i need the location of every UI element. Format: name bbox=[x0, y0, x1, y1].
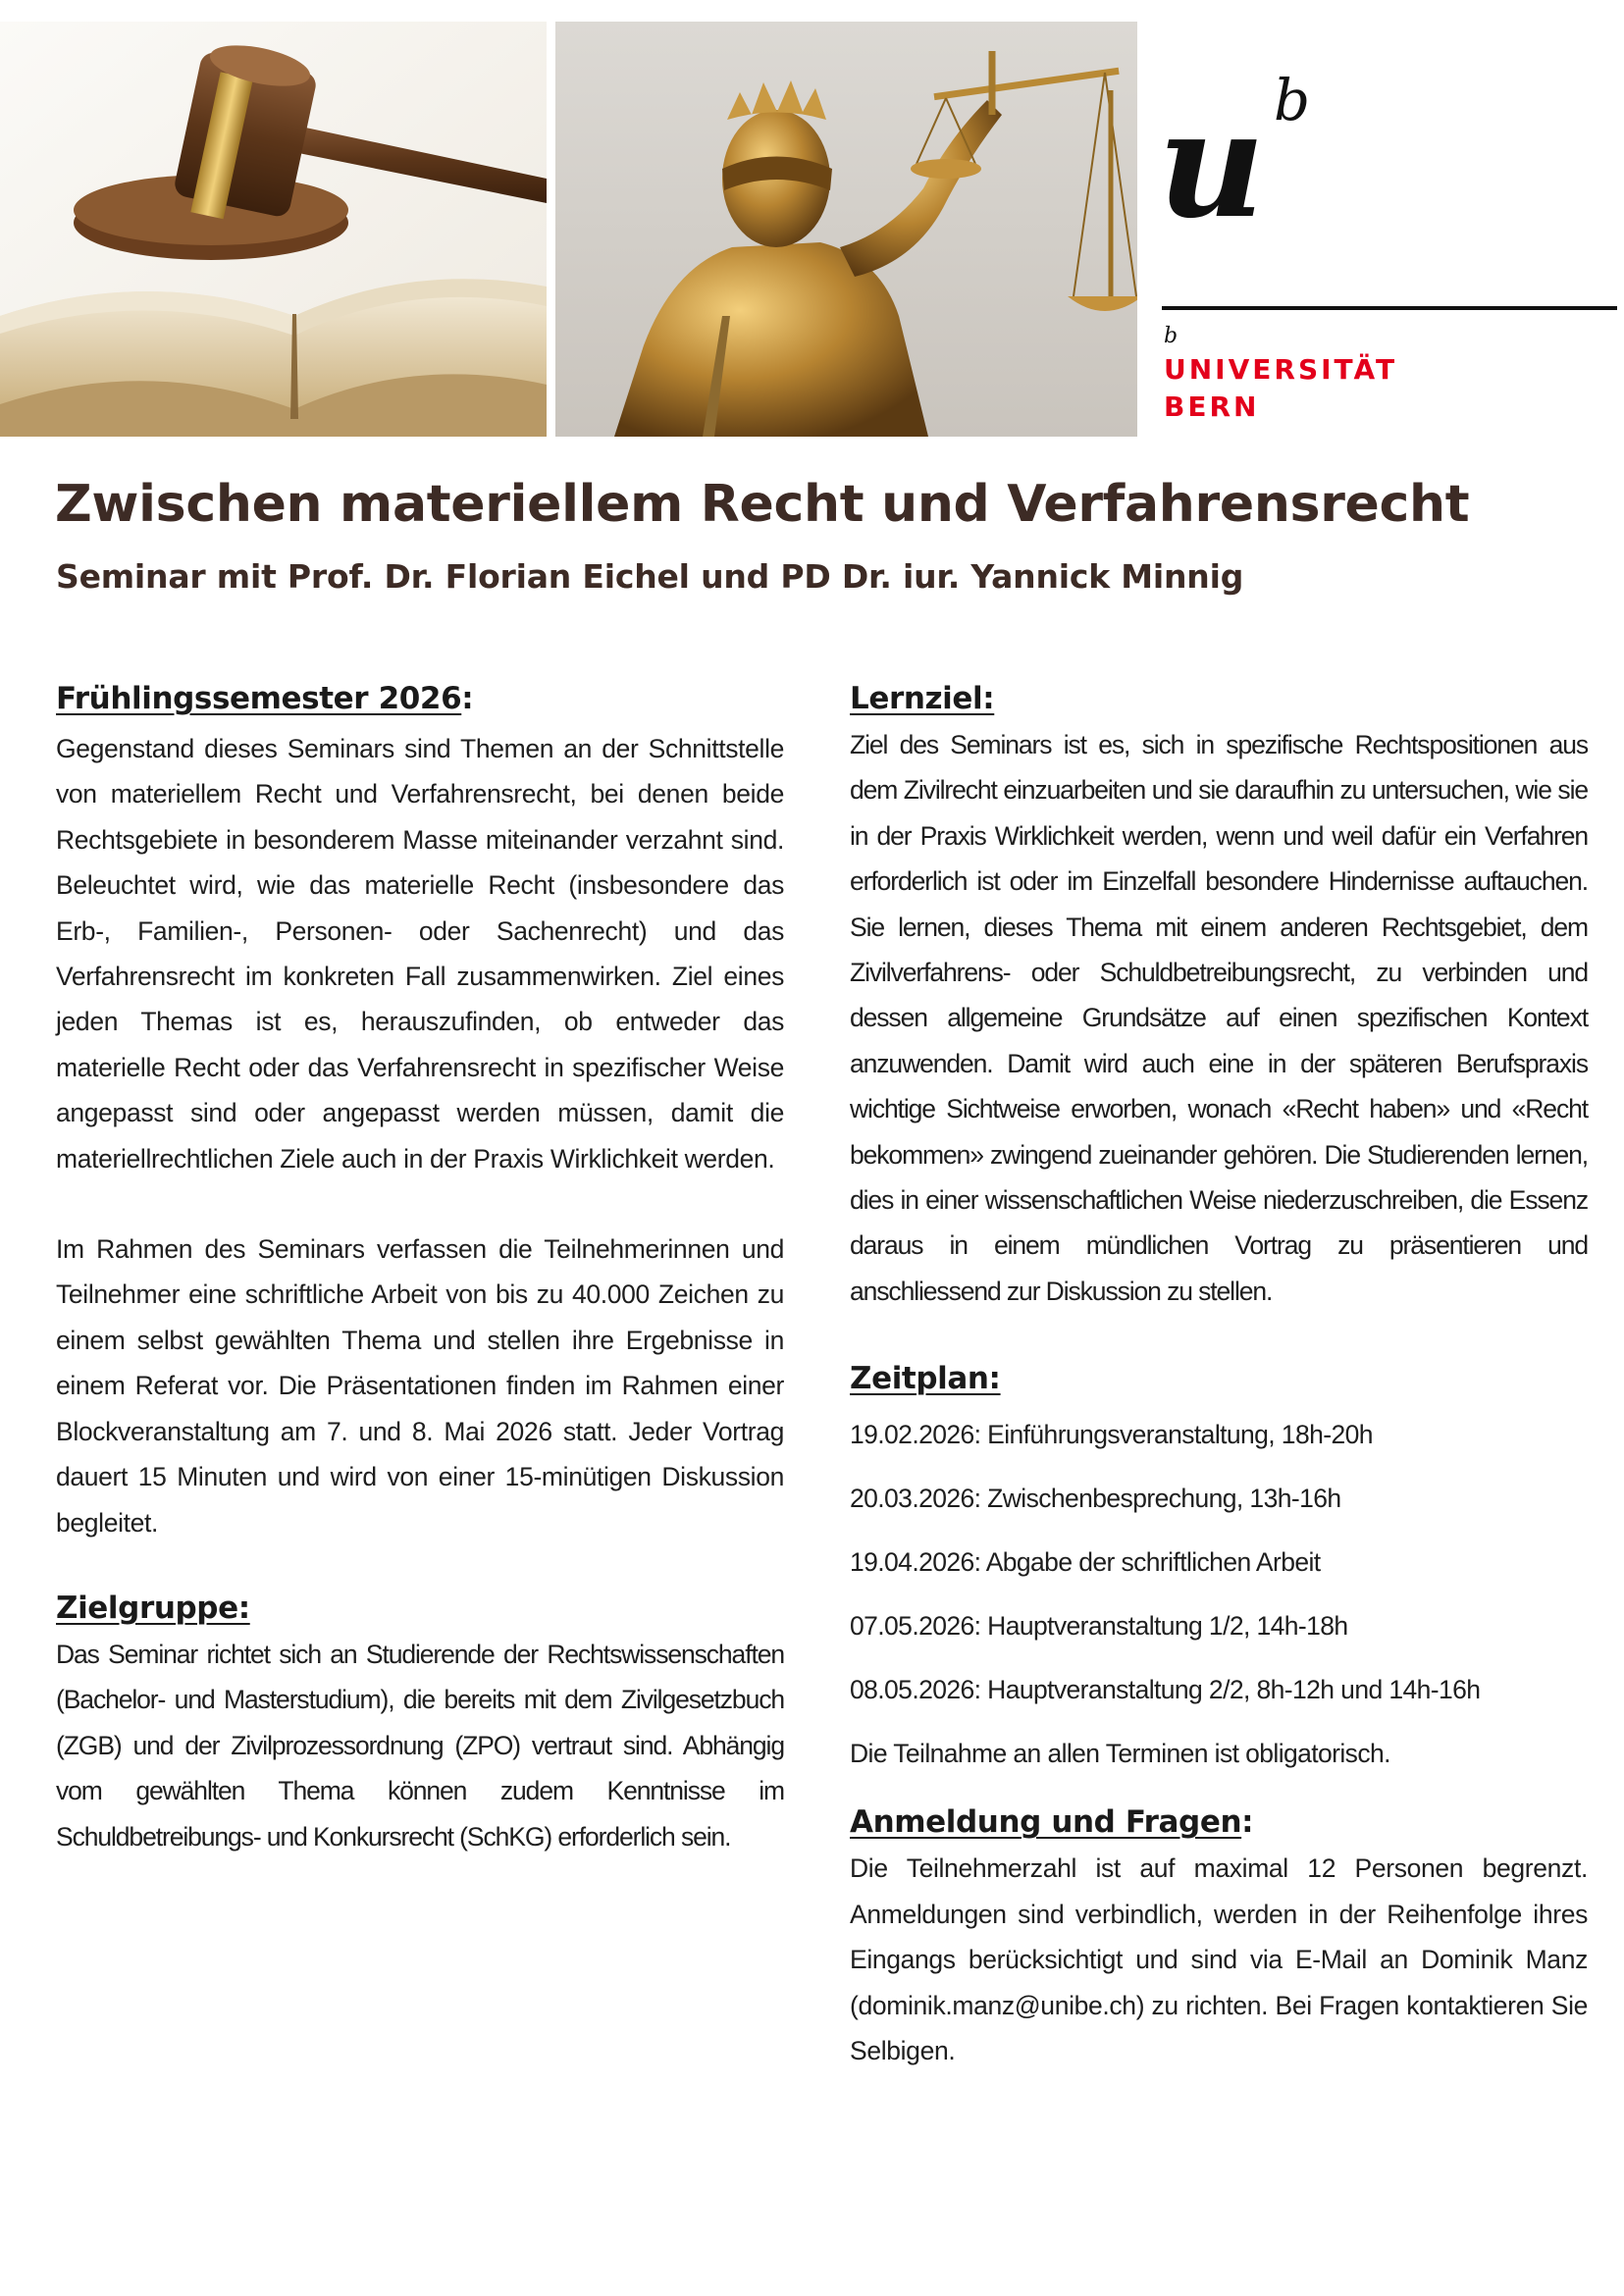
schedule-item: 20.03.2026: Zwischenbesprechung, 13h-16h bbox=[850, 1484, 1341, 1514]
schedule-heading bbox=[850, 1357, 1588, 1400]
audience-heading-text: Zielgruppe: bbox=[56, 1590, 250, 1626]
page-title: Zwischen materiellem Recht und Verfahrensrecht bbox=[55, 475, 1470, 534]
registration-paragraph: Die Teilnehmerzahl ist auf maximal 12 Personen begrenzt. Anmeldungen sind verbindlich, werden in der Reihenfolge ihres Eingangs berücksichtigt und sind via E-Mail an Dominik Manz (dominik.manz@unibe.ch) zu richten. Bei Fragen kontaktieren Sie Selbigen. bbox=[850, 1853, 1588, 2065]
goal-paragraph: Ziel des Seminars ist es, sich in spezifische Rechtspositionen aus dem Zivilrecht einzuarbeiten und sie daraufhin zu untersuchen, wie sie in der Praxis Wirklichkeit werden, wenn und weil dafür ein Verfahren erforderlich ist oder im Einzelfall besondere Hindernisse auftauchen. Sie lernen, dieses Thema mit einem anderen Rechtsgebiet, dem Zivilverfahrens- oder Schuldbetreibungsrecht, zu verbinden und dessen allgemeine Grundsätze auf einen spezifischen Kontext anzuwenden. Damit wird auch eine in der späteren Berufspraxis wichtige Sichtweise erworben, wonach «Recht haben» und «Recht bekommen» zwingend zueinander gehören. Die Studierenden lernen, dies in einer wissenschaftlichen Weise niederzuschreiben, die Essenz daraus in einem mündlichen Vortrag zu präsentieren und anschliessend zur Diskussion zu stellen. bbox=[850, 730, 1588, 1306]
university-logo-mark bbox=[1158, 69, 1335, 226]
schedule-list bbox=[850, 1418, 1588, 1770]
intro-paragraph: Gegenstand dieses Seminars sind Themen an der Schnittstelle von materiellem Recht und Verfahrensrecht, bei denen beide Rechtsgebiete in besonderem Masse miteinander verzahnt sind. Beleuchtet wird, wie das materielle Recht (insbesondere das Erb-, Familien-, Personen- oder Sachenrecht) und das Verfahrensrecht im konkreten Fall zusammenwirken. Ziel eines jeden Themas ist es, herauszufinden, ob entweder das materielle Recht oder das Verfahrensrecht in spezifischer Weise angepasst sind oder angepasst werden müssen, damit die materiellrechtlichen Ziele auch in der Praxis Wirklichkeit werden. bbox=[56, 734, 784, 1174]
university-name-line1: UNIVERSITÄT bbox=[1164, 353, 1398, 386]
registration-heading bbox=[850, 1800, 1588, 1844]
registration-heading-suffix: : bbox=[1241, 1804, 1254, 1841]
goal-heading bbox=[850, 677, 1588, 720]
logo-letter-u: u bbox=[1158, 78, 1266, 226]
gavel-book-image bbox=[0, 22, 547, 437]
schedule-note: Die Teilnahme an allen Terminen ist obligatorisch. bbox=[850, 1739, 1390, 1769]
audience-heading bbox=[56, 1587, 784, 1630]
left-column bbox=[56, 677, 784, 1859]
registration-heading-text: Anmeldung und Fragen bbox=[850, 1804, 1242, 1841]
framework-paragraph: Im Rahmen des Seminars verfassen die Teilnehmerinnen und Teilnehmer eine schriftliche Arbeit von bis zu 40.000 Zeichen zu einem selbst gewählten Thema und stellen ihre Ergebnisse in einem Referat vor. Die Präsentationen finden im Rahmen einer Blockveranstaltung am 7. und 8. Mai 2026 statt. Jeder Vortrag dauert 15 Minuten und wird von einer 15-minütigen Diskussion begleitet. bbox=[56, 1234, 784, 1538]
logo-letter-b: b bbox=[1274, 69, 1311, 133]
schedule-item: 19.04.2026: Abgabe der schriftlichen Arbeit bbox=[850, 1547, 1321, 1578]
schedule-heading-text: Zeitplan: bbox=[850, 1361, 1001, 1397]
semester-heading bbox=[56, 677, 784, 720]
schedule-item: 07.05.2026: Hauptveranstaltung 1/2, 14h-18h bbox=[850, 1611, 1348, 1642]
schedule-item: 19.02.2026: Einführungsveranstaltung, 18h-20h bbox=[850, 1420, 1373, 1450]
page-subtitle: Seminar mit Prof. Dr. Florian Eichel und PD Dr. iur. Yannick Minnig bbox=[56, 557, 1244, 596]
semester-heading-suffix: : bbox=[461, 681, 474, 716]
university-name-line2: BERN bbox=[1164, 391, 1260, 423]
goal-heading-text: Lernziel: bbox=[850, 681, 995, 716]
right-column bbox=[850, 677, 1588, 2073]
schedule-item: 08.05.2026: Hauptveranstaltung 2/2, 8h-12h und 14h-16h bbox=[850, 1675, 1481, 1705]
logo-small-b: b bbox=[1164, 324, 1179, 348]
lady-justice-image bbox=[555, 22, 1137, 437]
semester-heading-text: Frühlingssemester 2026 bbox=[56, 681, 462, 716]
audience-paragraph: Das Seminar richtet sich an Studierende der Rechtswissenschaften (Bachelor- und Masterstudium), die bereits mit dem Zivilgesetzbuch (ZGB) und der Zivilprozessordnung (ZPO) vertraut sind. Abhängig vom gewählten Thema können zudem Kenntnisse im Schuldbetreibungs- und Konkursrecht (SchKG) erforderlich sein. bbox=[56, 1639, 784, 1852]
logo-divider bbox=[1162, 306, 1617, 310]
